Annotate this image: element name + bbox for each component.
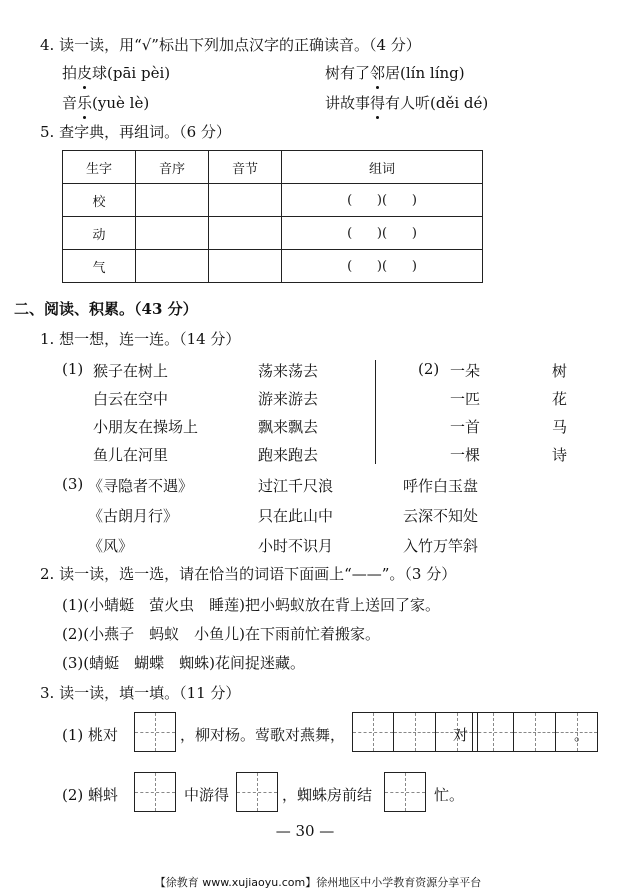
cell-char: 气	[63, 250, 136, 283]
header-initial: 音序	[136, 151, 209, 184]
r3-line1-b: ，柳对杨。莺歌对燕舞，	[180, 726, 346, 744]
r3-line2-a: (2) 蝌蚪	[62, 786, 119, 804]
question-4-title: 4. 读一读，用“√”标出下列加点汉字的正确读音。（4 分）	[40, 36, 421, 54]
column-divider	[375, 360, 376, 464]
cell-syllable[interactable]	[209, 184, 282, 217]
cell-initial[interactable]	[136, 184, 209, 217]
q4-item-1: 拍皮球(pāi pèi)	[62, 64, 171, 82]
g3-col1-3[interactable]: 《风》	[88, 537, 134, 555]
answer-boxes-1[interactable]	[134, 712, 176, 752]
q4-item-2: 树有了邻居(lín líng)	[325, 64, 465, 82]
table-row	[63, 250, 483, 283]
table-header-row	[63, 151, 483, 184]
footer-banner[interactable]: 【徐教育 www.xujiaoyu.com】徐州地区中小学教育资源分享平台	[154, 876, 482, 889]
r3-line1-d: 。	[574, 726, 590, 744]
header-char: 生字	[63, 151, 136, 184]
group-3-label: (3)	[62, 475, 84, 493]
cell-words[interactable]: ( )( )	[282, 217, 483, 250]
dotted-char: 得	[370, 94, 386, 112]
cell-char: 动	[63, 217, 136, 250]
g3-col3-3[interactable]: 入竹万竿斜	[403, 537, 479, 555]
g2-left-2[interactable]: 一匹	[450, 390, 481, 408]
group-2-label: (2)	[418, 360, 440, 378]
header-words: 组词	[282, 151, 483, 184]
g3-col3-1[interactable]: 呼作白玉盘	[403, 477, 479, 495]
q4-item-4: 讲故事得有人听(děi dé)	[325, 94, 489, 112]
reading-3-title: 3. 读一读，填一填。（11 分）	[40, 684, 241, 702]
r2-line-3[interactable]: (3)(蜻蜓 蝴蝶 蜘蛛)花间捉迷藏。	[62, 654, 305, 672]
g1-left-1[interactable]: 猴子在树上	[93, 362, 169, 380]
page-number: — 30 —	[275, 822, 335, 840]
dotted-char: 乐	[77, 94, 93, 112]
r3-line2-b: 中游得	[184, 786, 230, 804]
answer-boxes-5[interactable]	[236, 772, 278, 812]
g1-right-3[interactable]: 飘来飘去	[258, 418, 319, 436]
r3-line2-c: ，蜘蛛房前结	[282, 786, 373, 804]
g3-col2-1[interactable]: 过江千尺浪	[258, 477, 334, 495]
table-row	[63, 184, 483, 217]
question-5-title: 5. 查字典，再组词。（6 分）	[40, 123, 231, 141]
cell-syllable[interactable]	[209, 217, 282, 250]
g1-right-4[interactable]: 跑来跑去	[258, 446, 319, 464]
cell-syllable[interactable]	[209, 250, 282, 283]
g2-right-3[interactable]: 马	[552, 418, 568, 436]
g2-right-1[interactable]: 树	[552, 362, 568, 380]
g2-left-3[interactable]: 一首	[450, 418, 481, 436]
q4-item-3: 音乐(yuè lè)	[62, 94, 150, 112]
answer-boxes-4[interactable]	[134, 772, 176, 812]
r2-line-1[interactable]: (1)(小蜻蜓 萤火虫 睡莲)把小蚂蚁放在背上送回了家。	[62, 596, 440, 614]
dictionary-table	[62, 150, 483, 283]
g1-right-1[interactable]: 荡来荡去	[258, 362, 319, 380]
g2-right-2[interactable]: 花	[552, 390, 568, 408]
cell-initial[interactable]	[136, 217, 209, 250]
g3-col3-2[interactable]: 云深不知处	[403, 507, 479, 525]
g1-left-2[interactable]: 白云在空中	[93, 390, 169, 408]
cell-char: 校	[63, 184, 136, 217]
g3-col2-2[interactable]: 只在此山中	[258, 507, 334, 525]
dotted-char: 皮	[77, 64, 93, 82]
cell-words[interactable]: ( )( )	[282, 184, 483, 217]
g3-col2-3[interactable]: 小时不识月	[258, 537, 334, 555]
r3-line1-c: 对	[453, 726, 469, 744]
g1-left-4[interactable]: 鱼儿在河里	[93, 446, 169, 464]
answer-boxes-6[interactable]	[384, 772, 426, 812]
g2-left-1[interactable]: 一朵	[450, 362, 481, 380]
section-2-title: 二、阅读、积累。（43 分）	[14, 300, 198, 318]
g3-col1-1[interactable]: 《寻隐者不遇》	[88, 477, 194, 495]
r2-line-2[interactable]: (2)(小燕子 蚂蚁 小鱼儿)在下雨前忙着搬家。	[62, 625, 380, 643]
r3-line1-a: (1) 桃对	[62, 726, 119, 744]
g2-right-4[interactable]: 诗	[552, 446, 568, 464]
table-row	[63, 217, 483, 250]
header-syllable: 音节	[209, 151, 282, 184]
r3-line2-d: 忙。	[434, 786, 465, 804]
group-1-label: (1)	[62, 360, 84, 378]
cell-words[interactable]: ( )( )	[282, 250, 483, 283]
g1-right-2[interactable]: 游来游去	[258, 390, 319, 408]
g3-col1-2[interactable]: 《古朗月行》	[88, 507, 179, 525]
g1-left-3[interactable]: 小朋友在操场上	[93, 418, 199, 436]
cell-initial[interactable]	[136, 250, 209, 283]
dotted-char: 邻	[370, 64, 386, 82]
reading-2-title: 2. 读一读，选一选，请在恰当的词语下面画上“——”。（3 分）	[40, 565, 457, 583]
g2-left-4[interactable]: 一棵	[450, 446, 481, 464]
reading-1-title: 1. 想一想，连一连。（14 分）	[40, 330, 241, 348]
